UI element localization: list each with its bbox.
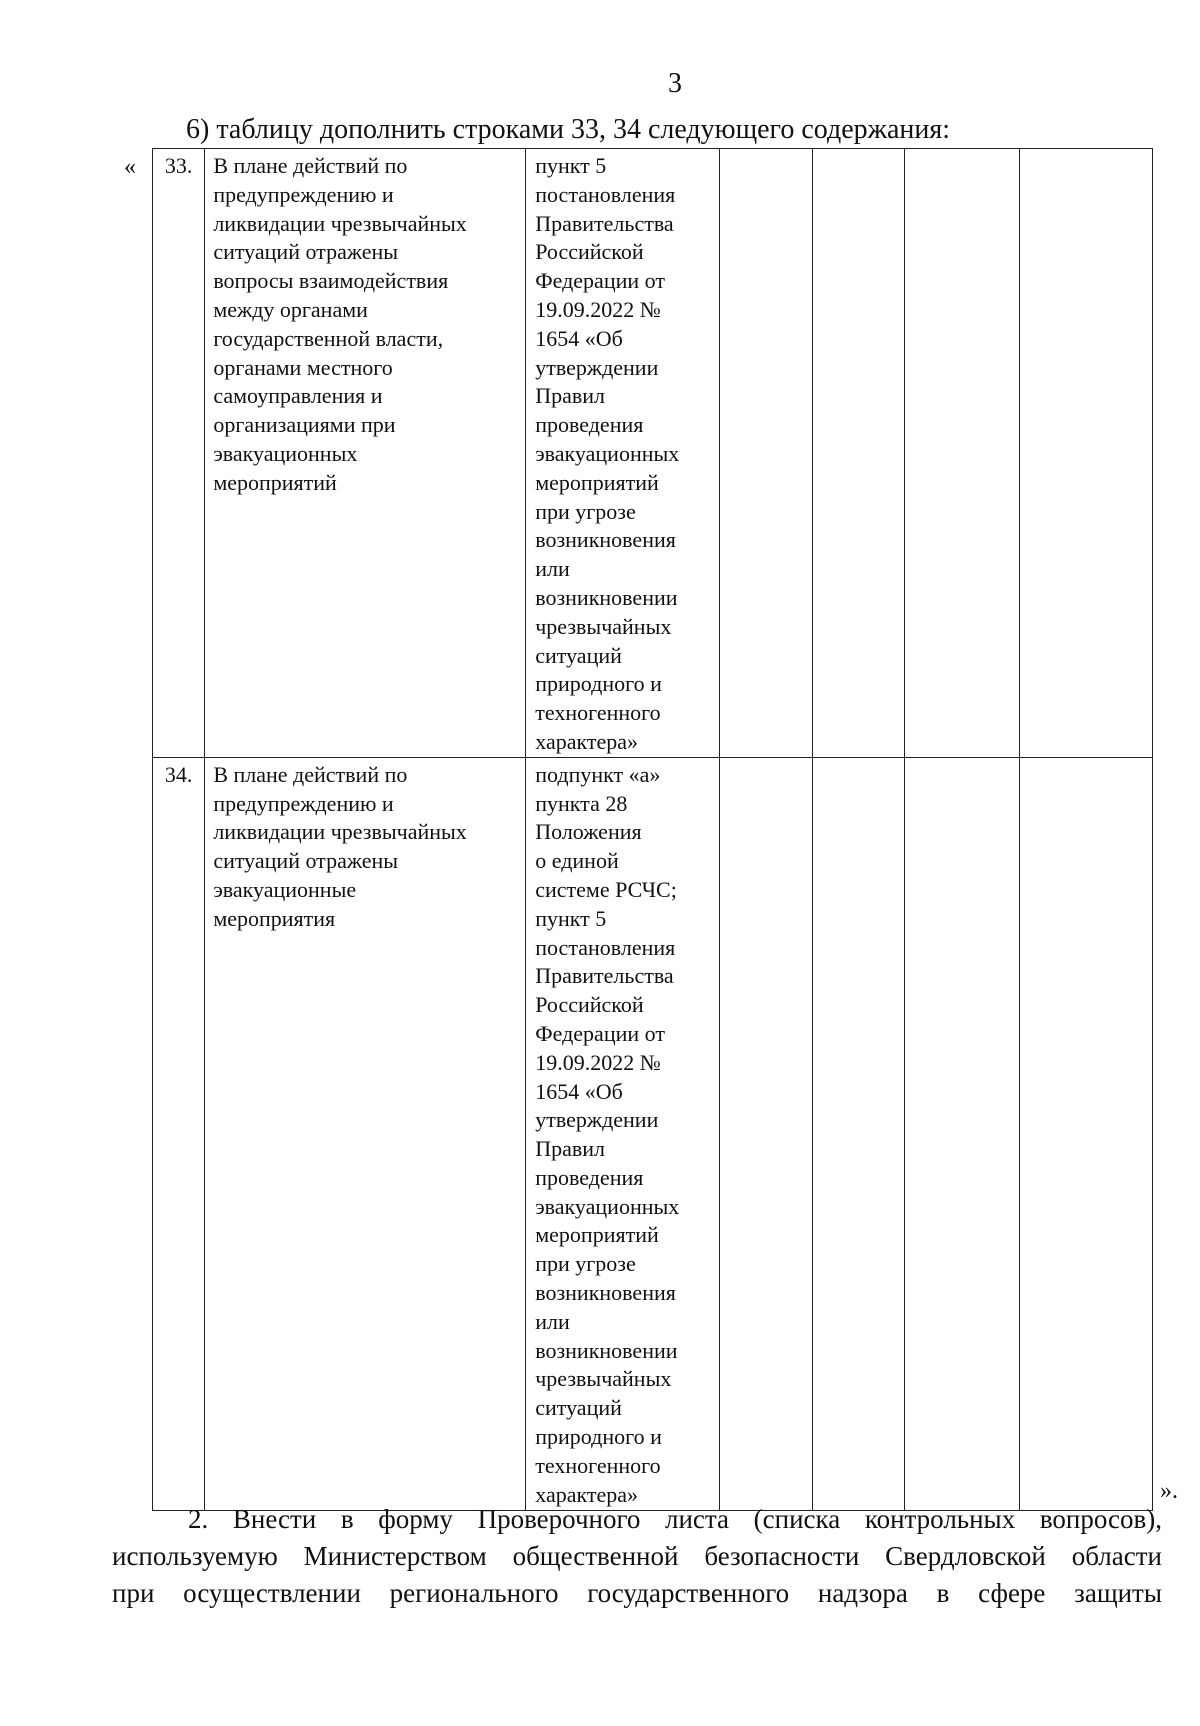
closing-quote-mark: ». [1160, 1478, 1178, 1504]
legal-reference-text: подпункт «а» пункта 28 Положения о единой системе РСЧС; пункт 5 постановления Правительства Российской Федерации от 19.09.2022 № 1654 «Об утверждении Правил проведения эвакуационных мероприятий при угрозе возникновения или возникновении чрезвычайных ситуаций природного и техногенного характера» [535, 761, 680, 1507]
row-number-cell: 33. [153, 149, 205, 758]
amendment-table [152, 148, 1153, 1511]
paragraph-line: 2. Внести в форму Проверочного листа (списка контрольных вопросов), [188, 1504, 1162, 1534]
intro-line: 6) таблицу дополнить строками 33, 34 следующего содержания: [186, 114, 951, 145]
empty-cell [1020, 149, 1153, 758]
page-number: 3 [668, 68, 682, 99]
table-row [153, 149, 1153, 758]
requirement-text: В плане действий по предупреждению и ликвидации чрезвычайных ситуаций отражены вопросы взаимодействия между органами государственной власти, органами местного самоуправления и организациями при эвакуационных мероприятий [213, 153, 467, 495]
legal-reference-cell [526, 149, 720, 758]
empty-cell [720, 149, 813, 758]
empty-cell [813, 149, 905, 758]
paragraph-line: используемую Министерством общественной безопасности Свердловской области [112, 1541, 1162, 1571]
requirement-cell [205, 149, 526, 758]
legal-reference-text: пункт 5 постановления Правительства Российской Федерации от 19.09.2022 № 1654 «Об утверждении Правил проведения эвакуационных мероприятий при угрозе возникновения или возникновении чрезвычайных ситуаций природного и техногенного характера» [535, 153, 680, 754]
empty-cell [905, 149, 1020, 758]
empty-cell [905, 757, 1020, 1510]
empty-cell [1020, 757, 1153, 1510]
requirement-cell [205, 757, 526, 1510]
paragraph-line: при осуществлении регионального государственного надзора в сфере защиты [112, 1578, 1162, 1608]
opening-quote-mark: « [124, 154, 136, 180]
table-row [153, 757, 1153, 1510]
row-number-cell: 34. [153, 757, 205, 1510]
empty-cell [813, 757, 905, 1510]
requirement-text: В плане действий по предупреждению и ликвидации чрезвычайных ситуаций отражены эвакуационные мероприятия [213, 761, 467, 931]
legal-reference-cell [526, 757, 720, 1510]
empty-cell [720, 757, 813, 1510]
